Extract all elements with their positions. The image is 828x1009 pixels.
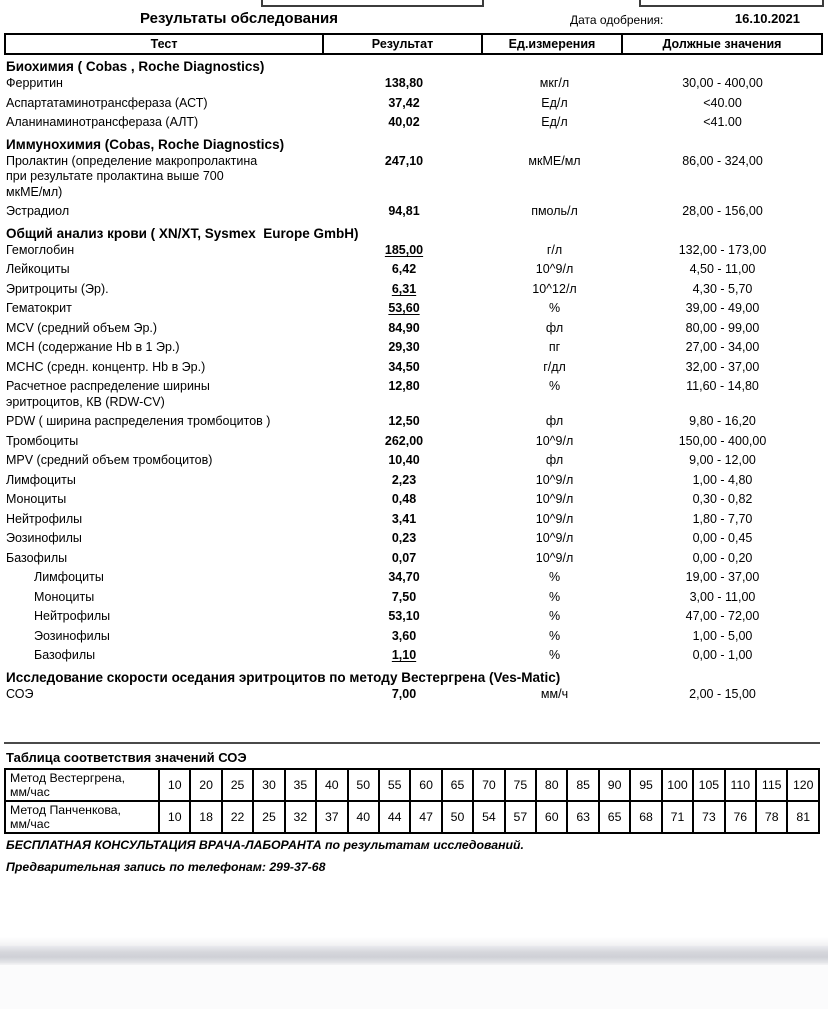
soe-table-row (5, 769, 819, 801)
soe-value-cell: 25 (222, 769, 253, 801)
test-name: PDW ( ширина распределения тромбоцитов ) (6, 414, 271, 428)
soe-value-cell: 68 (630, 801, 661, 833)
test-name: Гематокрит (6, 301, 72, 315)
soe-table-title: Таблица соответствия значений СОЭ (6, 750, 247, 765)
soe-value-cell: 30 (253, 769, 284, 801)
result-row (4, 453, 823, 469)
soe-value-cell: 71 (662, 801, 693, 833)
test-name: MCH (содержание Hb в 1 Эр.) (6, 340, 180, 354)
test-unit: мкМЕ/мл (528, 153, 581, 168)
soe-value-cell: 65 (442, 769, 473, 801)
test-result: 37,42 (388, 95, 420, 110)
test-reference-range: 4,50 - 11,00 (689, 262, 756, 276)
column-header-units: Ед.измерения (483, 35, 623, 53)
report-header (0, 10, 828, 32)
test-unit: фл (545, 320, 564, 335)
approval-date-value: 16.10.2021 (734, 11, 800, 26)
column-header-reference: Должные значения (662, 37, 782, 51)
result-row (4, 687, 823, 703)
test-reference-range: 39,00 - 49,00 (685, 301, 760, 315)
test-result: 7,00 (391, 686, 417, 701)
test-reference-range: 0,00 - 0,20 (692, 550, 753, 565)
page-title: Результаты обследования (140, 10, 338, 27)
soe-value-cell: 50 (348, 769, 379, 801)
test-reference-range: 1,80 - 7,70 (692, 511, 753, 526)
test-result: 34,70 (388, 570, 420, 584)
test-result: 12,50 (388, 414, 420, 428)
test-name: Моноциты (6, 492, 67, 506)
result-row (4, 473, 823, 489)
test-result: 0,07 (391, 550, 417, 565)
test-reference-range: 132,00 - 173,00 (678, 242, 767, 257)
section-title: Биохимия ( Cobas , Roche Diagnostics) (6, 59, 265, 74)
test-name: MCHC (средн. концентр. Hb в Эр.) (6, 359, 206, 374)
result-row (4, 379, 823, 410)
test-name: MCV (средний объем Эр.) (6, 320, 158, 335)
result-row (4, 570, 823, 586)
test-unit: 10^9/л (535, 433, 574, 448)
test-unit: % (548, 570, 561, 584)
test-name: Эритроциты (Эр). (6, 281, 109, 296)
soe-value-cell: 10 (159, 801, 190, 833)
test-reference-range: 9,00 - 12,00 (689, 453, 756, 467)
test-reference-range: 9,80 - 16,20 (689, 414, 756, 428)
soe-value-cell: 57 (505, 801, 536, 833)
soe-value-cell: 78 (756, 801, 787, 833)
test-name: Тромбоциты (6, 433, 79, 448)
test-reference-range: 27,00 - 34,00 (685, 340, 760, 354)
test-name: Аланинаминотрансфераза (АЛТ) (6, 115, 199, 129)
soe-conversion-table (4, 768, 820, 834)
test-result: 34,50 (388, 359, 420, 374)
result-row (4, 301, 823, 317)
result-row (4, 551, 823, 567)
test-unit: фл (545, 414, 564, 428)
soe-value-cell: 95 (630, 769, 661, 801)
column-header-result: Результат (324, 35, 483, 53)
result-row (4, 512, 823, 528)
test-name: Моноциты (34, 589, 95, 604)
test-result: 7,50 (391, 589, 417, 604)
test-result: 53,10 (388, 609, 420, 623)
section-title: Общий анализ крови ( XN/XT, Sysmex Europe GmbH) (6, 225, 359, 241)
result-row (4, 204, 823, 220)
soe-method-label: Метод Панченкова, мм/час (5, 801, 159, 833)
test-unit: 10^9/л (535, 492, 574, 506)
test-unit: 10^9/л (535, 550, 574, 565)
test-name: MPV (средний объем тромбоцитов) (6, 453, 213, 467)
test-unit: Ед/л (541, 115, 568, 129)
test-reference-range: 30,00 - 400,00 (682, 76, 763, 90)
test-unit: пг (548, 340, 561, 354)
test-result: 3,60 (391, 628, 417, 643)
test-unit: % (548, 628, 561, 643)
page-bottom-shadow (0, 937, 828, 945)
soe-value-cell: 18 (190, 801, 221, 833)
test-result: 1,10 (391, 648, 417, 662)
soe-value-cell: 100 (662, 769, 693, 801)
test-result: 29,30 (388, 340, 420, 354)
soe-value-cell: 35 (285, 769, 316, 801)
test-name: Базофилы (34, 648, 96, 662)
test-name: Эозинофилы (6, 531, 82, 545)
test-reference-range: 0,30 - 0,82 (692, 492, 753, 506)
result-row (4, 434, 823, 450)
test-result: 94,81 (388, 204, 420, 218)
soe-value-cell: 40 (316, 769, 347, 801)
test-unit: 10^9/л (535, 511, 574, 526)
soe-value-cell: 50 (442, 801, 473, 833)
test-unit: пмоль/л (531, 204, 578, 218)
test-unit: 10^9/л (535, 472, 574, 487)
test-result: 262,00 (384, 433, 424, 448)
test-unit: фл (545, 453, 564, 467)
next-page-edge (0, 964, 828, 1009)
soe-value-cell: 20 (190, 769, 221, 801)
test-name: Гемоглобин (6, 242, 75, 257)
section-title: Иммунохимия (Cobas, Roche Diagnostics) (6, 136, 285, 152)
test-unit: мкг/л (539, 76, 570, 90)
result-row (4, 282, 823, 298)
soe-value-cell: 60 (536, 801, 567, 833)
test-result: 12,80 (388, 379, 420, 393)
soe-value-cell: 73 (693, 801, 724, 833)
soe-value-cell: 22 (222, 801, 253, 833)
test-name: Аспартатаминотрансфераза (АСТ) (6, 95, 208, 110)
soe-value-cell: 44 (379, 801, 410, 833)
test-name: Пролактин (определение макропролактина при результате пролактина выше 700 мкМЕ/мл) (6, 153, 258, 199)
test-unit: 10^9/л (535, 531, 574, 545)
test-reference-range: 3,00 - 11,00 (689, 589, 756, 604)
test-unit: % (548, 301, 561, 315)
soe-value-cell: 60 (410, 769, 441, 801)
results-table-body (4, 57, 823, 706)
result-row (4, 243, 823, 259)
test-unit: % (548, 589, 561, 604)
test-reference-range: 19,00 - 37,00 (685, 570, 760, 584)
test-result: 0,23 (391, 531, 417, 545)
result-row (4, 96, 823, 112)
result-row (4, 609, 823, 625)
test-reference-range: <40.00 (703, 95, 742, 110)
test-reference-range: 28,00 - 156,00 (682, 204, 763, 218)
soe-value-cell: 90 (599, 769, 630, 801)
test-result: 185,00 (384, 242, 424, 257)
soe-value-cell: 80 (536, 769, 567, 801)
test-reference-range: 4,30 - 5,70 (692, 281, 753, 296)
test-name: Нейтрофилы (34, 609, 111, 623)
test-unit: г/л (546, 242, 563, 257)
test-result: 84,90 (388, 320, 420, 335)
test-reference-range: 0,00 - 0,45 (692, 531, 753, 545)
cutoff-box-right (639, 0, 824, 7)
test-result: 10,40 (388, 453, 420, 467)
test-unit: 10^9/л (535, 262, 574, 276)
result-row (4, 340, 823, 356)
soe-value-cell: 65 (599, 801, 630, 833)
soe-value-cell: 81 (787, 801, 819, 833)
soe-value-cell: 47 (410, 801, 441, 833)
soe-value-cell: 54 (473, 801, 504, 833)
test-name: Ферритин (6, 76, 63, 90)
test-result: 53,60 (388, 301, 420, 315)
test-reference-range: 32,00 - 37,00 (685, 359, 760, 374)
section-title: Исследование скорости оседания эритроцитов по методу Вестергрена (Ves-Matic) (6, 669, 561, 685)
test-name: Лимфоциты (34, 570, 104, 584)
test-reference-range: 47,00 - 72,00 (685, 609, 760, 623)
test-unit: мм/ч (540, 686, 569, 701)
result-row (4, 76, 823, 92)
soe-value-cell: 32 (285, 801, 316, 833)
result-row (4, 531, 823, 547)
test-result: 0,48 (391, 492, 417, 506)
test-reference-range: 86,00 - 324,00 (682, 153, 763, 168)
test-reference-range: 2,00 - 15,00 (689, 686, 756, 701)
test-reference-range: <41.00 (703, 115, 742, 129)
footer-note-consultation: БЕСПЛАТНАЯ КОНСУЛЬТАЦИЯ ВРАЧА-ЛАБОРАНТА по результатам исследований. (6, 838, 524, 852)
test-name: Эстрадиол (6, 204, 70, 218)
test-name: Лейкоциты (6, 262, 70, 276)
soe-value-cell: 110 (725, 769, 756, 801)
results-table-header (4, 33, 823, 55)
result-row (4, 590, 823, 606)
soe-method-label: Метод Вестергрена, мм/час (5, 769, 159, 801)
soe-value-cell: 10 (159, 769, 190, 801)
soe-value-cell: 55 (379, 769, 410, 801)
test-result: 40,02 (388, 115, 420, 129)
test-unit: % (548, 648, 561, 662)
soe-value-cell: 76 (725, 801, 756, 833)
test-reference-range: 1,00 - 5,00 (692, 628, 753, 643)
test-name: Расчетное распределение ширины эритроцитов, КВ (RDW-CV) (6, 379, 210, 409)
soe-value-cell: 120 (787, 769, 819, 801)
soe-value-cell: 63 (567, 801, 598, 833)
test-reference-range: 80,00 - 99,00 (685, 320, 760, 335)
test-unit: г/дл (543, 359, 566, 374)
soe-value-cell: 70 (473, 769, 504, 801)
soe-value-cell: 115 (756, 769, 787, 801)
test-reference-range: 11,60 - 14,80 (686, 379, 759, 393)
test-reference-range: 0,00 - 1,00 (692, 648, 753, 662)
test-name: Лимфоциты (6, 472, 76, 487)
test-result: 138,80 (384, 76, 424, 90)
soe-table-row (5, 801, 819, 833)
column-header-test: Тест (6, 35, 324, 53)
result-row (4, 154, 823, 201)
test-reference-range: 1,00 - 4,80 (692, 472, 753, 487)
result-row (4, 321, 823, 337)
test-result: 6,31 (391, 281, 417, 296)
test-result: 6,42 (391, 262, 417, 276)
test-result: 2,23 (391, 472, 417, 487)
test-result: 3,41 (391, 511, 417, 526)
test-name: Эозинофилы (34, 628, 110, 643)
soe-value-cell: 40 (348, 801, 379, 833)
result-row (4, 648, 823, 664)
test-unit: % (548, 379, 561, 393)
test-reference-range: 150,00 - 400,00 (678, 433, 767, 448)
test-unit: % (548, 609, 561, 623)
test-unit: Ед/л (541, 95, 568, 110)
result-row (4, 360, 823, 376)
result-row (4, 115, 823, 131)
approval-date-label: Дата одобрения: (570, 13, 664, 27)
result-row (4, 492, 823, 508)
test-name: Нейтрофилы (6, 511, 83, 526)
result-row (4, 414, 823, 430)
footer-note-phone: Предварительная запись по телефонам: 299-37-68 (6, 860, 326, 874)
test-unit: 10^12/л (532, 281, 577, 296)
cutoff-box-left (261, 0, 484, 7)
test-name: СОЭ (6, 686, 34, 701)
soe-value-cell: 37 (316, 801, 347, 833)
result-row (4, 629, 823, 645)
page-gap-scrollbar[interactable] (0, 945, 828, 964)
test-name: Базофилы (6, 550, 68, 565)
soe-value-cell: 25 (253, 801, 284, 833)
soe-value-cell: 85 (567, 769, 598, 801)
test-result: 247,10 (384, 153, 424, 168)
section-divider-line (4, 742, 820, 744)
soe-value-cell: 105 (693, 769, 724, 801)
soe-value-cell: 75 (505, 769, 536, 801)
result-row (4, 262, 823, 278)
